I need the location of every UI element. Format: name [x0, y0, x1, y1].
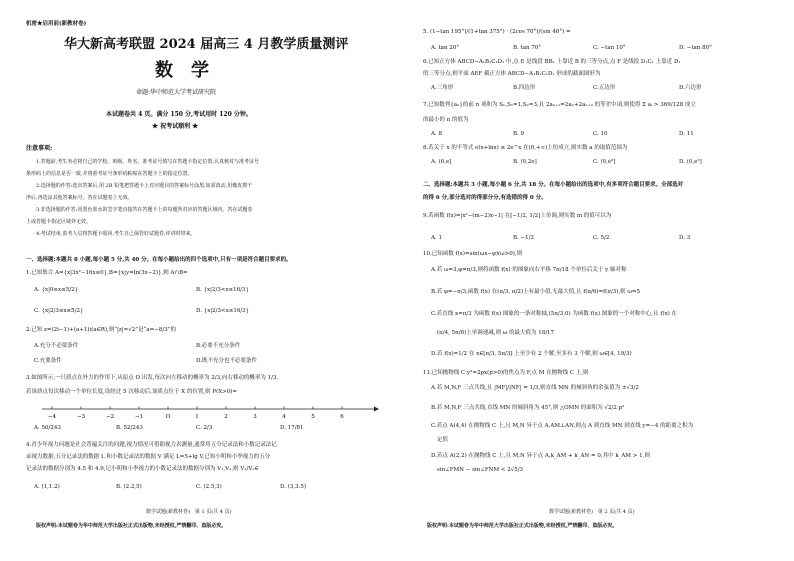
- q4-option-b: B. (2.2,5): [116, 484, 142, 490]
- q11-option-c: C.若点 A(4,4) 在抛物线 C 上,且 M,N 异于点 A,AM⊥AN,则点 A 到直线 MN 到直线 y=−4 的距离之积为: [431, 423, 694, 429]
- q9-option-d: D. 3: [679, 235, 691, 241]
- good-luck: ★ 祝考试顺利 ★: [152, 123, 199, 130]
- q2-option-b: B.必要不充分条件: [196, 343, 241, 349]
- q1-option-a: A. {x|0≤x≤5/2}: [34, 287, 79, 293]
- q6-option-a: A.三角形: [431, 85, 454, 91]
- section-2-heading: 二、选择题:本题共 3 小题,每小题 6 分,共 18 分。在每小题给出的选项中,有多项符合题目要求。全部选对: [423, 182, 684, 188]
- question-7-stem-cont: 的最小的 n 的值为: [423, 117, 469, 123]
- number-line-figure: [40, 404, 380, 422]
- question-4-stem: 4.青少年视力问题是社会普遍关注的问题,视力情况可借助视力表测量,通常用五分记录法和小数记录法记: [26, 442, 277, 448]
- q8-option-b: B. (0,2e]: [513, 159, 537, 165]
- q11-option-d: D.若点 A(2,2) 在抛物线 C 上,且 M,N 异于点 A,k_AM + k_AN = 0,其中 k_AM > 1,则: [431, 453, 650, 459]
- q3-option-a: A. 50/243: [34, 425, 61, 431]
- q1-option-b: B. {x|2/3<x≤16/3}: [196, 287, 250, 293]
- q2-option-d: D.既不充分也不必要条件: [196, 358, 257, 364]
- axis-tick-label: 1: [195, 414, 199, 420]
- q7-option-b: B. 9: [513, 131, 525, 137]
- q3-option-c: C. 2/3: [196, 425, 213, 431]
- note-line: 1.答题前,考生务必将自己的学校、班级、姓名、准考证号填写在答题卡指定位置,认真核对与准考证号: [36, 159, 259, 165]
- q11-option-a: A.若 M,N,F 三点共线,且 |MF|/|NF| = 1/3,则直线 MN 的倾斜角的余弦值为 ±√3/2: [431, 385, 639, 391]
- question-11-stem: 11.已知抛物线 C:y²=2px(p>0)的焦点为 F,点 M 在抛物线 C 上,则: [423, 370, 589, 376]
- q6-option-d: D.六边形: [679, 85, 702, 91]
- exam-title: 华大新高考联盟 2024 届高三 4 月教学质量测评: [64, 37, 349, 52]
- note-line: 2.选择题的作答:选出答案后,用 2B 铅笔把答题卡上对应题目的答案标号涂黑,如需改动,用橡皮擦干: [36, 183, 253, 189]
- axis-tick-label: 3: [253, 414, 257, 420]
- copyright-notice: 版权声明:本试题卷为华中师范大学出版社正式出版物,未经授权,严禁翻印、盗版必究。: [427, 523, 618, 529]
- question-10-stem: 10.已知函数 f(x)=sin(ωx−φ)(ω>0),则: [423, 251, 523, 257]
- q9-option-b: B. −1/2: [513, 235, 534, 241]
- q5-option-b: B. tan 70°: [513, 45, 542, 51]
- question-6-stem: 6.已知正方体 ABCD−A₁B₁C₁D₁ 中,点 E 是线段 BB₁ 上靠近 B 的三等分点,点 F 是线段 D₁C₁ 上靠近 D₁: [423, 59, 681, 65]
- q10-option-d: D.若 f(x)=1/2 在 x∈[π/3, 5π/3] 上至少有 2 个解,至多有 3 个解,则 ω∈[4, 19/3): [431, 351, 632, 357]
- confidential-label: 机密★启用前(新教材卷): [26, 21, 87, 27]
- question-9-stem: 9.若函数 f(x)=|x²−(m−2)x−1| 在[−1/2, 1/2]上单调,则实数 m 的值可以为: [423, 213, 612, 219]
- q6-option-c: C.五边形: [593, 85, 616, 91]
- q8-option-c: C. (0,e²]: [593, 159, 616, 165]
- q8-option-a: A. (0,e]: [431, 159, 452, 165]
- q2-option-a: A.充分不必要条件: [34, 343, 79, 349]
- axis-tick-label: −3: [76, 414, 86, 420]
- q1-option-d: D. {x|2/3<x≤16/3}: [196, 308, 250, 314]
- q9-option-c: C. 5/2: [593, 235, 610, 241]
- axis-tick-label: 6: [340, 414, 344, 420]
- q7-option-c: C. 10: [593, 131, 608, 137]
- section-2-heading-cont: 的得 6 分,部分选对的得部分分,有选错的得 0 分。: [423, 195, 547, 201]
- note-line: 4.考试结束,监考人员将答题卡收回,考生自己保管好试题卷,评讲时带来。: [36, 231, 196, 237]
- question-6-stem-cont: 的三等分点,则平面 AEF 截正方体 ABCD−A₁B₁C₁D₁ 形成的截面图形为: [423, 71, 601, 77]
- q3-option-d: D. 17/81: [280, 425, 304, 431]
- axis-tick-label: −4: [47, 414, 57, 420]
- q5-option-a: A. tan 20°: [431, 45, 459, 51]
- exam-page-2: [397, 0, 794, 561]
- page-info: 本试题卷共 4 页。满分 150 分,考试用时 120 分钟。: [106, 111, 252, 118]
- subject-title: 数 学: [155, 60, 209, 81]
- question-7-stem: 7.已知数列{aₙ}的前 n 项和为 Sₙ,S₁=1,S₂=3,且 2aₙ₊₁=2aₙ+2aₙ₊₂ 的等差中项,则使得 Σ aᵢ > 369/128 成立: [423, 102, 696, 108]
- question-1-stem: 1.已知集合 A={x|3x²−16x≤0},B={x|y=ln(3x−2)},则 A∩B=: [26, 270, 188, 276]
- question-3-stem: 3.如图所示,一只质点在外力的作用下,从原点 O 出发,每次向左移动的概率为 2/3,向右移动的概率为 1/3。: [26, 375, 282, 381]
- q6-option-b: B.四边形: [513, 85, 536, 91]
- q10-option-c-cont: (π/4, 5π/6)上单调递减,则 ω 的最大值为 18/17: [437, 330, 555, 336]
- q11-option-d-cont: sin∠FMN − sin∠FNM < 2√5/3: [437, 467, 524, 473]
- axis-tick-label: −1: [134, 414, 144, 420]
- question-5-stem: 5. (1−tan 195°)/(1+tan 375°) · (2cos 70°)/(sin 40°) =: [423, 29, 571, 35]
- axis-tick-label: 2: [224, 414, 228, 420]
- note-line: 条形码上的信息是否一致,并将准考证号条形码粘贴在答题卡上的指定位置。: [26, 171, 193, 177]
- q1-option-c: C. {x|2/3≤x≤5/2}: [34, 308, 84, 314]
- q10-option-b: B.若 φ=−π/3,函数 f(x) 在(π/3, π/2)上有最小值,无最大值,且 f(π/6)=f(π/3),则 ω=5: [431, 289, 641, 295]
- question-2-stem: 2.已知 z=(2i−1)+(a+1)i(a∈R),则“|z|=√2”是“a=−8/3”的: [26, 327, 177, 333]
- q10-option-a: A.若 ω=3,φ=π/3,则将函数 f(x) 的图象向右平移 7π/18 个单位后关于 y 轴对称: [431, 267, 627, 273]
- question-4-stem-cont: 记录法的数据分别为 4.5 和 4.9,记小明和小李视力的小数记录法的数据分别为 V₁,V₂,则 V₁/V₂∈: [26, 466, 259, 472]
- question-8-stem: 8.若关于 x 的不等式 e(x+lnx) ≤ 2e^x 在(0,+∞)上恒成立,则实数 a 的取值范围为: [423, 145, 628, 151]
- q9-option-a: A. 1: [431, 235, 442, 241]
- notes-title: 注意事项:: [26, 145, 53, 152]
- q3-option-b: B. 52/243: [116, 425, 143, 431]
- axis-tick-label: −2: [105, 414, 115, 420]
- author-line: 命题:华中师范大学考试研究院: [136, 89, 217, 96]
- axis-tick-label: O: [165, 414, 171, 420]
- q7-option-d: D. 11: [679, 131, 694, 137]
- page-footer: 数学试题(新教材卷) 第 1 页(共 4 页): [146, 509, 232, 515]
- q4-option-c: C. (2.5,3): [196, 484, 222, 490]
- q5-option-c: C. −tan 10°: [593, 45, 626, 51]
- q4-option-a: A. (1,1.2): [34, 484, 60, 490]
- page-footer: 数学试题(新教材卷) 第 2 页(共 4 页): [549, 509, 635, 515]
- note-line: 上或答题卡指定区域外无效。: [26, 219, 92, 225]
- axis-tick-label: 5: [311, 414, 315, 420]
- q10-option-c: C.若直线 x=π/3 为函数 f(x) 图象的一条对称轴,(5π/3,0) 为函数 f(x) 图象的一个对称中心,且 f(x) 在: [431, 311, 677, 317]
- q2-option-c: C.充要条件: [34, 358, 62, 364]
- q5-option-d: D. −tan 80°: [679, 45, 712, 51]
- q11-option-b: B.若 M,N,F 三点共线,直线 MN 的倾斜角为 45°,则 △OMN 的面积为 √2/2 p²: [431, 405, 625, 411]
- question-3-stem-cont: 若该质点每次移动一个单位长度,设经过 5 次移动后,该质点位于 X 的位置,则 P(X>0)=: [26, 389, 238, 395]
- copyright-notice: 版权声明:本试题卷为华中师范大学出版社正式出版物,未经授权,严禁翻印、盗版必究。: [36, 523, 227, 529]
- note-line: 3.非选择题的作答:用黑色墨水的签字笔直接答在答题卡上的每题所对应的答题区域内。答在试题卷: [36, 207, 253, 213]
- q11-option-c-cont: 定值: [437, 437, 449, 443]
- q8-option-d: D. (0,e³]: [679, 159, 702, 165]
- q7-option-a: A. 8: [431, 131, 442, 137]
- axis-tick-label: 4: [282, 414, 286, 420]
- section-1-heading: 一、选择题:本题共 8 小题,每小题 5 分,共 40 分。在每小题给出的四个选项中,只有一项是符合题目要求的。: [26, 257, 292, 263]
- q4-option-d: D. (3,3.5): [280, 484, 306, 490]
- note-line: 净后,再选涂其他答案标号。答在试题卷上无效。: [26, 195, 133, 201]
- question-4-stem-cont: 录视力数据,五分记录法的数据 L 和小数记录法的数据 V 满足 L=5+lg V,已知小明和小李视力的五分: [26, 454, 271, 460]
